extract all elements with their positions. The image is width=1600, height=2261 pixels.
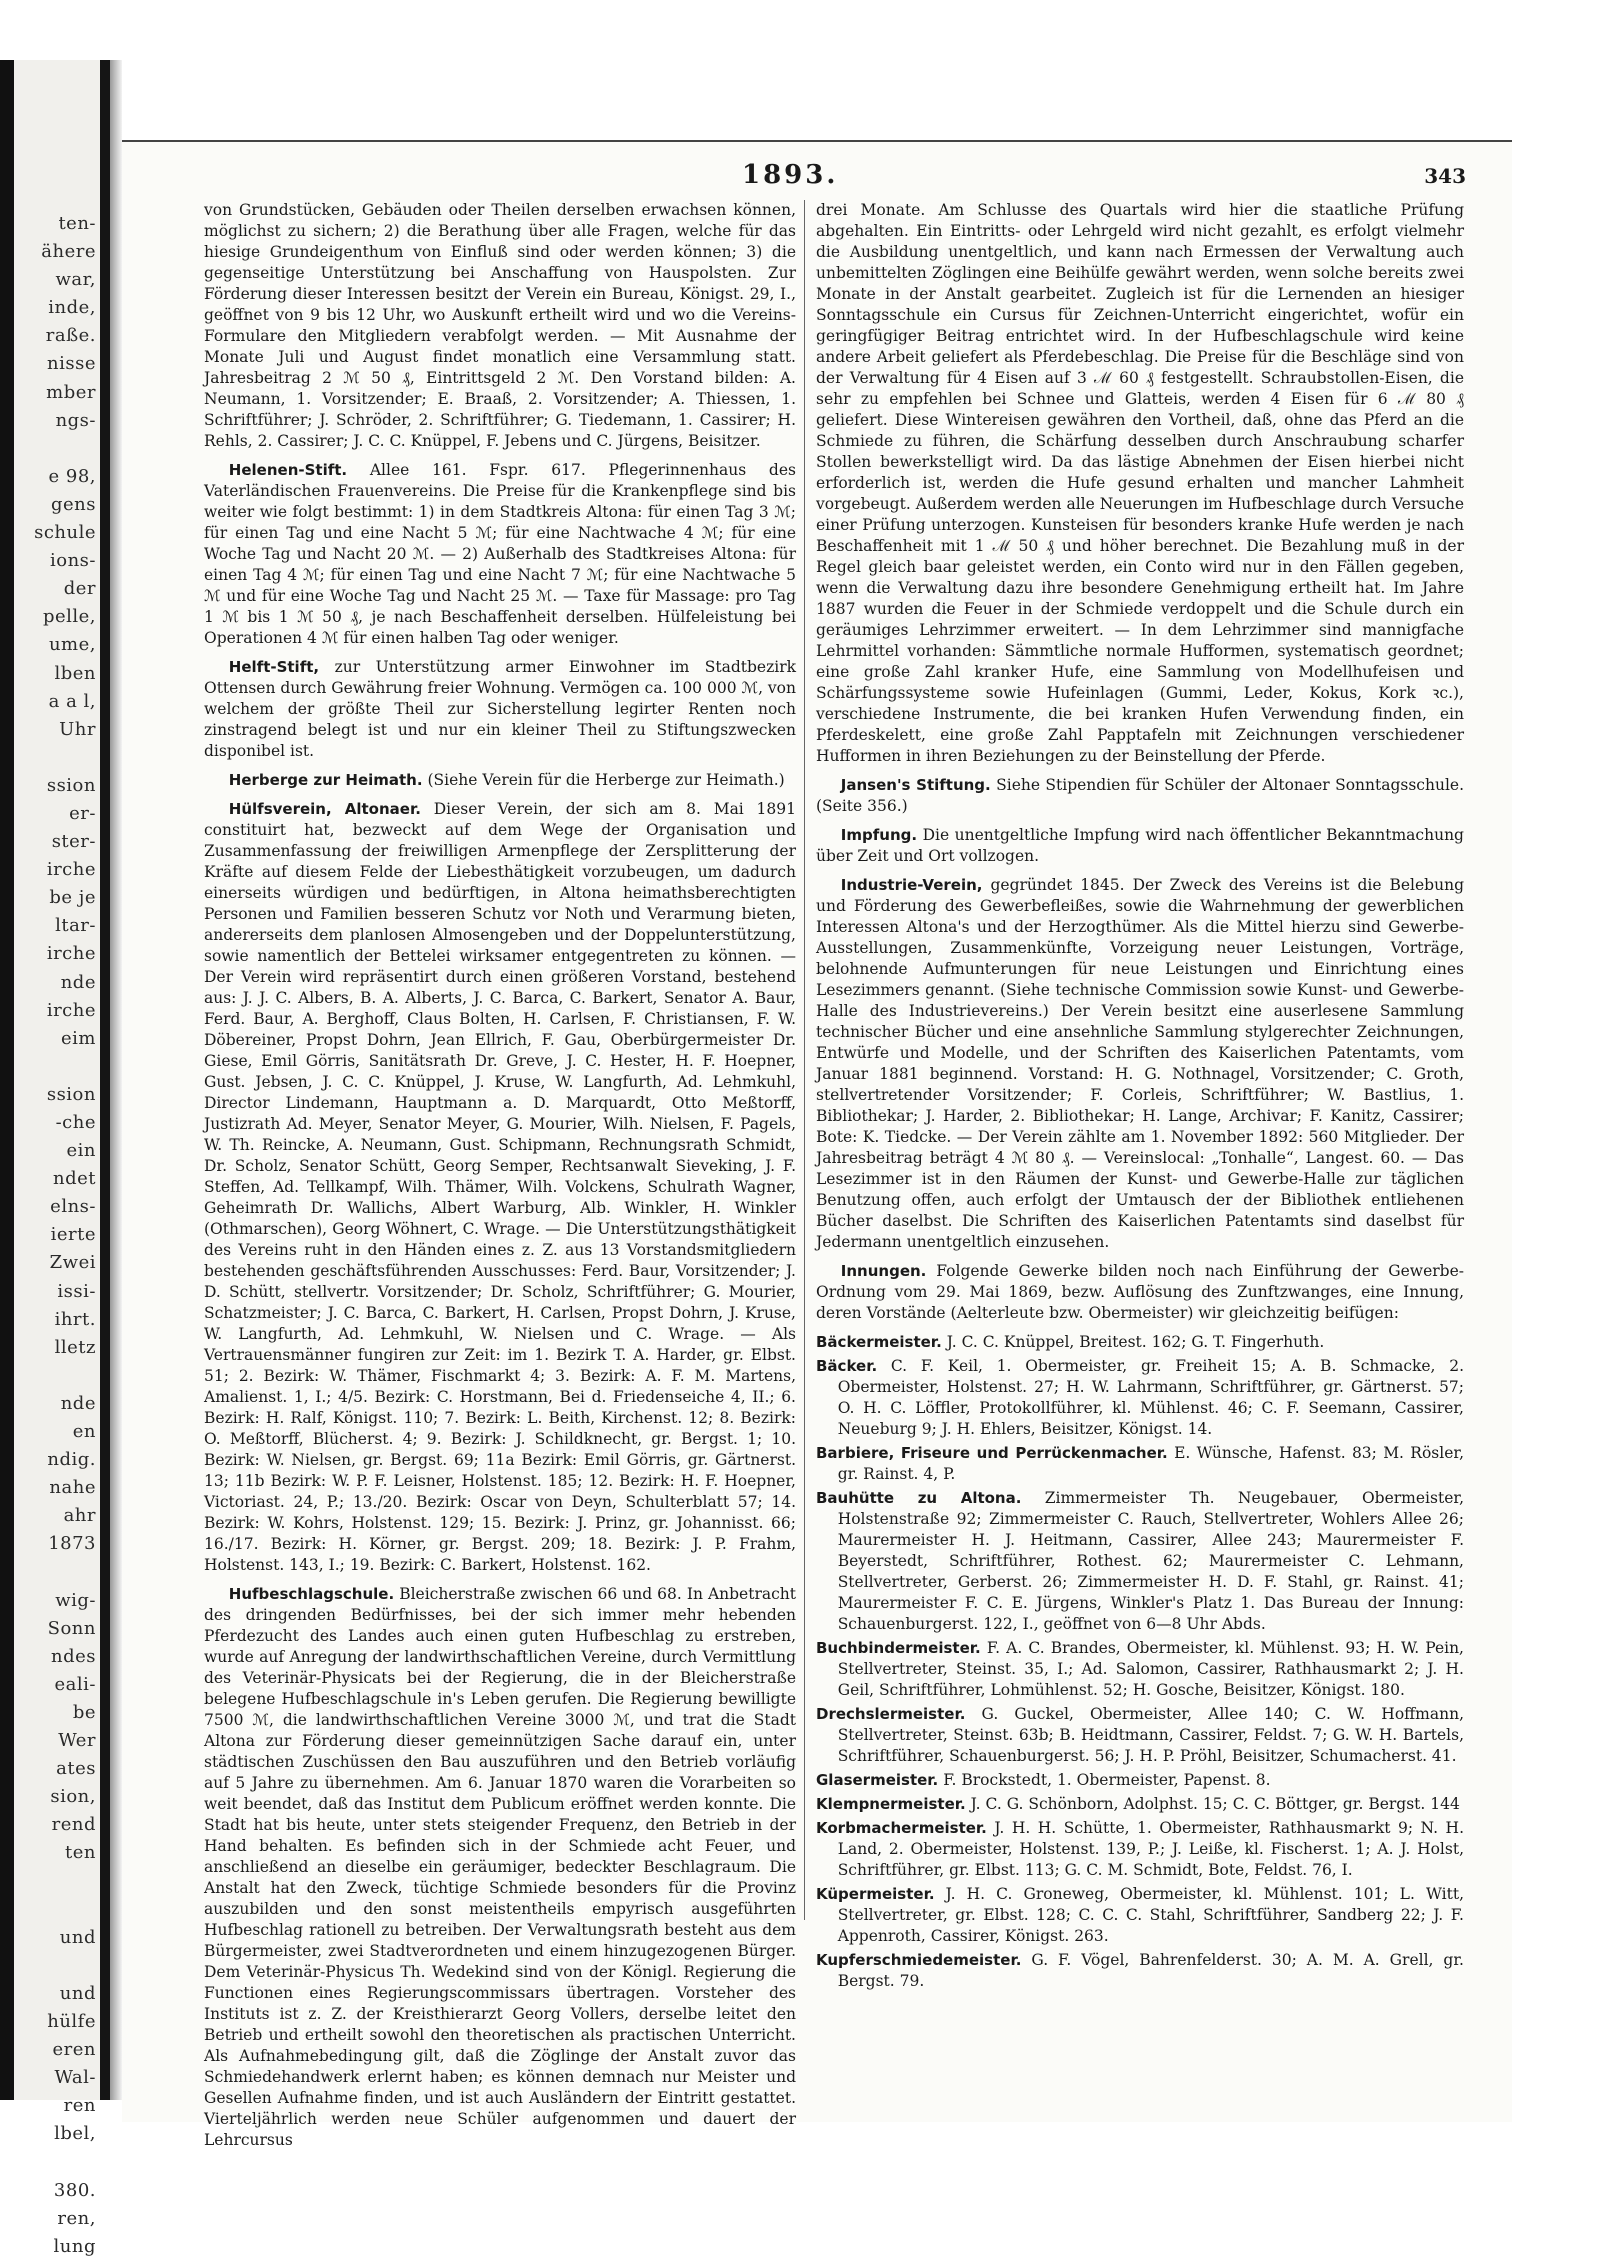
- previous-page-fragment: nde: [60, 1392, 96, 1414]
- previous-page-fragment: 1873: [48, 1533, 96, 1555]
- previous-page-fragment: Wal-: [54, 2067, 96, 2089]
- previous-page-fragment: und: [59, 1982, 96, 2004]
- previous-page-fragment: irche: [46, 999, 96, 1021]
- previous-page-fragment: [14, 1868, 96, 1896]
- previous-page-fragment: Uhr: [59, 718, 96, 740]
- previous-page-fragment: [14, 1896, 96, 1924]
- previous-page-fragment: be: [72, 1701, 96, 1723]
- entry-heading: Jansen's Stiftung.: [840, 776, 991, 794]
- previous-page-fragment: eali-: [54, 1673, 96, 1695]
- entry-heading: Innungen.: [840, 1262, 927, 1280]
- entry-text: zur Unterstützung armer Einwohner im Stadtbezirk Ottensen durch Gewährung freier Wohnung. Vermögen ca. 100 000 ℳ, von welchem der größte Theil zur Sicherstellung legirter Renten noch zinstragend belegt ist und nur ein kleiner Theil zu Stiftungszwecken disponibel ist.: [204, 658, 796, 760]
- entry-text: C. F. Keil, 1. Obermeister, gr. Freiheit 15; A. B. Schmacke, 2. Obermeister, Holstenst. 27; H. W. Lahrmann, Schriftführer, gr. Gärtnerst. 57; O. H. C. Löffler, Protokollführer, kl. Mühlenst. 46; C. F. Seemann, Cassirer, Neueburg 9; J. H. Ehlers, Beisitzer, Königst. 14.: [837, 1357, 1464, 1438]
- previous-page-fragment: ahr: [63, 1505, 96, 1527]
- previous-page-fragment: ierte: [50, 1224, 96, 1246]
- entry-heading: Korbmachermeister.: [816, 1819, 987, 1837]
- previous-page-fragment: mber: [46, 381, 96, 403]
- entry-text: Folgende Gewerke bilden noch nach Einführung der Gewerbe-Ordnung vom 29. Mai 1869, bezw. Auflösung des Zunftzwanges, eine Innung, deren Vorstände (Aelterleute bzw. Obermeister) wir gleichzeitig beifügen:: [816, 1262, 1464, 1322]
- entry-text: G. F. Vögel, Bahrenfelderst. 30; A. M. A. Grell, gr. Bergst. 79.: [837, 1951, 1464, 1990]
- entry-text: gegründet 1845. Der Zweck des Vereins ist die Belebung und Förderung des Gewerbefleißes, sowie die Wahrnehmung der gewerblichen Interessen Altona's und der Herzogthümer. Als die Mittel hierzu sind Gewerbe-Ausstellungen, Zusammenkünfte, Vorzeigung neuer Leistungen, Vorträge, belohnende Aufmunterungen für neue Leistungen und Einrichtung eines Lesezimmers genannt. (Siehe technische Commission sowie Kunst- und Gewerbe-Halle des Industrievereins.) Der Verein besitzt eine auserlesene Sammlung technischer Bücher und eine ansehnliche Sammlung stylgerechter Zeichnungen, Entwürfe und Modelle, und der Schriften des Kaiserlichen Patentamts, vom Januar 1881 beginnend. Vorstand: H. G. Nothnagel, Vorsitzender; C. Groth, stellvertretender Vorsitzender; F. Corleis, Schriftführer; W. Bastlius, 1. Bibliothekar; J. Harder, 2. Bibliothekar; H. Lange, Archivar; F. Kanitz, Cassirer; Bote: K. Tiedcke. — Der Verein zählte am 1. November 1892: 560 Mitglieder. Der Jahresbeitrag beträgt 4 ℳ 80 ₰. — Vereinslocal: „Tonhalle“, Langest. 60. — Das Lesezimmer ist in den Räumen der Kunst- und Gewerbe-Halle zur täglichen Benutzung offen, auch erfolgt der Umtausch der der Bibliothek entliehenen Bücher daselbst. Die Schriften des Kaiserlichen Patentamts sind daselbst für Jedermann unentgeltlich einzusehen.: [816, 876, 1464, 1251]
- entry: [204, 200, 796, 452]
- entry: [204, 770, 796, 791]
- entry-text: J. H. H. Schütte, 1. Obermeister, Rathhausmarkt 9; N. H. Land, 2. Obermeister, Holstenst. 139, P.; J. Leiße, kl. Fischerst. 1; A. J. Holst, Schriftführer, gr. Elbst. 113; G. C. M. Schmidt, Bote, Feldst. 76, I.: [837, 1819, 1464, 1879]
- entry: [816, 1950, 1464, 1992]
- previous-page-fragment: ten-: [58, 213, 96, 234]
- previous-page-fragment: ren: [63, 2095, 96, 2117]
- entry-heading: Küpermeister.: [816, 1885, 935, 1903]
- previous-page-fragment: inde,: [48, 297, 96, 319]
- right-column: [816, 200, 1464, 1995]
- entry-text: Dieser Verein, der sich am 8. Mai 1891 constituirt hat, bezweckt auf dem Wege der Organisation und Zusammenfassung der freiwilligen Armenpflege der Zersplitterung der Kräfte auf diesem Felde der Liebesthätigkeit vorzubeugen, um dadurch einerseits würdigen und bedürftigen, in Altona heimathsberechtigten Personen und Familien besseren Schutz vor Noth und Verarmung bieten, andererseits dem planlosen Almosengeben und der Doppelunterstützung, sowie namentlich der Bettelei wirksamer entgegentreten zu können. — Der Verein wird repräsentirt durch einen größeren Vorstand, bestehend aus: J. J. C. Albers, B. A. Alberts, J. C. Barca, C. Barkert, Senator A. Baur, Ferd. Baur, A. Berghoff, Claus Bolten, H. Carlsen, F. Christiansen, F. W. Döbereiner, Propst Dohrn, Jean Ellrich, F. Gau, Oberbürgermeister Dr. Giese, Emil Görris, Sanitätsrath Dr. Greve, J. C. Hester, H. F. Hoepner, Gust. Jebsen, J. C. C. Knüppel, J. Kruse, W. Langfurth, Ad. Lehmkuhl, Director Lindemann, Hauptmann a. D. Marquardt, Otto Meßtorff, Justizrath Ad. Meyer, Senator Meyer, G. Mourier, Wilh. Nielsen, F. Pagels, W. Th. Reincke, A. Neumann, Gust. Schipmann, Rechnungsrath Schmidt, Dr. Scholz, Senator Schütt, Georg Semper, Rechtsanwalt Sieveking, J. F. Steffen, Ad. Tellkampf, Wilh. Thämer, Wilh. Volckens, Schulrath Wagner, Geheimrath Dr. Wallichs, Albert Warburg, Alb. Winkler, H. Winkler (Othmarschen), Georg Wöhnert, C. Wrage. — Die Unterstützungsthätigkeit des Vereins ruht in den Händen eines z. Z. aus 13 Vorstandsmitgliedern bestehenden geschäftsführenden Ausschusses: Ferd. Baur, Vorsitzender; J. D. Schütt, stellvertr. Vorsitzender; Dr. Scholz, Schriftführer; G. Mourier, Schatzmeister; J. C. Barca, C. Barkert, H. Carlsen, Propst Dohrn, J. Kruse, W. Langfurth, Ad. Lehmkuhl, W. Nielsen und C. Wrage. — Als Vertrauensmänner fungiren zur Zeit: im 1. Bezirk T. A. Harder, gr. Elbst. 51; 2. Bezirk: W. Thämer, Fischmarkt 4; 3. Bezirk: A. F. M. Martens, Amalienst. 1, I.; 4/5. Bezirk: C. Horstmann, Bei d. Friedenseiche 4, II.; 6. Bezirk: H. Ralf, Königst. 110; 7. Bezirk: L. Beith, Kirchenst. 12; 8. Bezirk: O. Meßtorff, Blücherst. 4; 9. Bezirk: J. Schildknecht, gr. Bergst. 1; 10. Bezirk: W. Nielsen, gr. Bergst. 69; 11a Bezirk: Emil Görris, gr. Gärtnerst. 13; 11b Bezirk: W. P. F. Leisner, Holstenst. 185; 12. Bezirk: H. F. Hoepner, Victoriast. 24, P.; 13./20. Bezirk: Oscar von Deyn, Schulterblatt 57; 14. Bezirk: W. Kohrs, Holstenst. 129; 15. Bezirk: J. Prinz, gr. Johannisst. 66; 16./17. Bezirk: H. Körner, gr. Bergst. 209; 18. Bezirk: J. P. Frahm, Holstenst. 143, I.; 19. Bezirk: C. Barkert, Holstenst. 162.: [204, 800, 796, 1574]
- previous-page-fragment: lletz: [54, 1336, 96, 1358]
- previous-page-fragment: [14, 435, 96, 463]
- page-number: 343: [1424, 164, 1466, 188]
- entry: [816, 1794, 1464, 1815]
- page-year: 1893.: [742, 160, 839, 190]
- previous-page-fragment: ndet: [52, 1168, 96, 1190]
- entry-text: J. C. G. Schönborn, Adolphst. 15; C. C. Böttger, gr. Bergst. 144: [970, 1795, 1460, 1813]
- entry: [204, 1584, 796, 2151]
- previous-page-fragment: ssion: [46, 774, 96, 796]
- previous-page-fragment: ume,: [48, 634, 96, 656]
- entry: [816, 1638, 1464, 1701]
- previous-page-fragment: irche: [46, 859, 96, 881]
- entry: [816, 1818, 1464, 1881]
- previous-page-fragment: ngs-: [55, 409, 96, 431]
- previous-page-fragment: ions-: [49, 550, 96, 572]
- previous-page-fragment: ndes: [50, 1645, 96, 1667]
- entry: [204, 460, 796, 649]
- left-column: [204, 200, 796, 2159]
- previous-page-fragment: er-: [69, 802, 96, 824]
- previous-page-fragment: [14, 1362, 96, 1390]
- entry-heading: Klempnermeister.: [816, 1795, 966, 1813]
- entry-text: Bleicherstraße zwischen 66 und 68. In Anbetracht des dringenden Bedürfnisses, bei der sich immer mehr hebenden Pferdezucht des Landes auch einen guten Hufbeschlag zu erstreben, wurde auf Anregung der landwirthschaftlichen Vereine, durch Vermittlung des Veterinär-Physicats bei der Regierung, die in der Bleicherstraße belegene Hufbeschlagschule in's Leben gerufen. Die Regierung bewilligte 7500 ℳ, die landwirthschaftlichen Vereine 3000 ℳ, und trat die Stadt Altona zur Förderung dieser gemeinnützigen Sache darauf ein, unter städtischen Zuschüssen den Bau auszuführen und den Betrieb vorläufig auf 5 Jahre zu übernehmen. Am 6. Januar 1870 waren die Vorarbeiten so weit beendet, daß das Institut dem Publicum eröffnet werden konnte. Die Stadt hat bis heute, unter stets steigender Frequenz, den Betrieb in der Hand behalten. Es befinden sich in der Schmiede acht Feuer, und anschließend an dieselbe ein geräumiger, bedeckter Beschlagraum. Die Anstalt hat den Zweck, tüchtige Schmiede besonders für die Provinz auszubilden und den sonst meistentheils empyrisch ausgeführten Hufbeschlag rationell zu betreiben. Der Verwaltungsrath besteht aus dem Bürgermeister, zwei Stadtverordneten und einem hinzugezogenen Bürger. Dem Veterinär-Physicus Th. Wedekind sind von der Königl. Regierung die Functionen eines Regierungscommissars übertragen. Vorsteher des Instituts ist z. Z. der Kreisthierarzt Georg Vollers, derselbe leitet den Betrieb und ertheilt sowohl den theoretischen als practischen Unterricht. Als Aufnahmebedingung gilt, daß die Zöglinge der Anstalt zuvor das Schmiedehandwerk erlernt haben; es können demnach nur Meister und Gesellen Aufnahme finden, und ist auch Ausländern der Eintritt gestattet. Vierteljährlich werden neue Schüler aufgenommen und dauert der Lehrcursus: [204, 1585, 796, 2149]
- entry-heading: Hülfsverein, Altonaer.: [228, 800, 421, 818]
- previous-page-fragment: lben: [54, 662, 96, 684]
- previous-page-fragment: ten: [65, 1842, 96, 1864]
- entry-heading: Herberge zur Heimath.: [228, 771, 423, 789]
- previous-page-fragment: a a l,: [48, 690, 96, 712]
- previous-page-fragment: ein: [66, 1140, 96, 1162]
- entry-heading: Drechslermeister.: [816, 1705, 966, 1723]
- entry-text: Zimmermeister Th. Neugebauer, Obermeister, Holstenstraße 92; Zimmermeister C. Rauch, Stellvertreter, Wohlers Allee 26; Maurermeister H. J. Heitmann, Cassirer, Allee 243; Maurermeister F. Beyerstedt, Schriftführer, Rothest. 62; Maurermeister C. Lehmann, Stellvertreter, Gerberst. 26; Zimmermeister H. D. F. Stahl, gr. Rainst. 41; Maurermeister F. C. E. Jürgens, Winkler's Platz 1. Das Bureau der Innung: Schauenburgerst. 122, I., geöffnet von 6—8 Uhr Abds.: [837, 1489, 1464, 1633]
- previous-page-fragment: [14, 1053, 96, 1081]
- previous-page-fragment: und: [59, 1926, 96, 1948]
- previous-page-fragment: der: [63, 578, 96, 600]
- entry: [816, 1884, 1464, 1947]
- entry-heading: Barbiere, Friseure und Perrückenmacher.: [816, 1444, 1168, 1462]
- entry: [816, 775, 1464, 817]
- previous-page-fragment: ndig.: [47, 1449, 96, 1471]
- entry-text: drei Monate. Am Schlusse des Quartals wird hier die staatliche Prüfung abgehalten. Ein Eintritts- oder Lehrgeld wird nicht gezahlt, es erfolgt vielmehr die Ausbildung unentgeltlich, und kann nach Ermessen der Verwaltung auch unbemittelten Zöglingen eine Beihülfe gewährt werden, wenn solche bereits zwei Monate in der Anstalt gearbeitet. Zugleich ist für die Lernenden an hiesiger Sonntagsschule ein Cursus für Zeichnen-Unterricht eingerichtet, wofür ein geringfügiger Beitrag entrichtet wird. In der Hufbeschlagschule wird keine andere Arbeit geliefert als Pferdebeschlag. Die Preise für die Beschläge sind von der Verwaltung für 4 Eisen auf 3 ℳ 60 ₰ festgestellt. Schraubstollen-Eisen, die sehr zu empfehlen bei Schnee und Glatteis, werden 4 Eisen für 6 ℳ 80 ₰ geliefert. Diese Wintereisen gewähren den Vortheil, daß, ohne das Pferd an die Schmiede zu führen, die Schärfung desselben durch Anschraubung scharfer Stollen bewerkstelligt wird. Da das lästige Abnehmen der Eisen hierbei nicht erforderlich ist, werden die Hufe gesund erhalten und mancher Lahmheit vorgebeugt. Außerdem werden alle Neuerungen im Hufbeschlage durch Versuche einer Prüfung unterzogen. Kunsteisen für besonders kranke Hufe werden je nach Beschaffenheit mit 1 ℳ 50 ₰ und höher berechnet. Die Bezahlung muß in der Regel gleich baar geleistet werden, ein Conto wird nur in den Fällen gegeben, wenn die Verwaltung dazu ihre besondere Genehmigung ertheilt hat. Im Jahre 1887 wurden die Feuer in der Schmiede verdoppelt und die Schule durch ein geräumiges Lehrzimmer erweitert. — In dem Lehrzimmer sind mannigfache Lehrmittel vorhanden: Sämmtliche normale Hufformen, systematisch geordnet; eine große Zahl kranker Hufe, eine Sammlung von Modellhufeisen und Schärfungssysteme sowie Hufeinlagen (Gummi, Leder, Kokus, Kork ꝛc.), verschiedene Instrumente, die bei kranken Hufen Verwendung finden, ein Pferdeskelett, eine große Zahl Papptafeln mit Zeichnungen verschiedener Hufformen in ihren Beziehungen zu der Beinstellung der Pferde.: [816, 201, 1464, 765]
- entry-heading: Glasermeister.: [816, 1771, 939, 1789]
- entry-text: Allee 161. Fspr. 617. Pflegerinnenhaus des Vaterländischen Frauenvereins. Die Preise für die Krankenpflege sind bis weiter wie folgt bestimmt: 1) in dem Stadtkreis Altona: für einen Tag 3 ℳ; für einen Tag und eine Nacht 5 ℳ; für eine Nachtwache 4 ℳ; für eine Woche Tag und Nacht 20 ℳ. — 2) Außerhalb des Stadtkreises Altona: für einen Tag 4 ℳ; für einen Tag und eine Nacht 7 ℳ; für eine Nachtwache 5 ℳ und für eine Woche Tag und Nacht 25 ℳ. — Taxe für Massage: pro Tag 1 ℳ bis 1 ℳ 50 ₰, je nach Beschaffenheit derselben. Hülfeleistung bei Operationen 4 ℳ für einen halben Tag oder weniger.: [204, 461, 796, 647]
- guild-list: [816, 1332, 1464, 1992]
- previous-page-fragment: rend: [51, 1814, 96, 1836]
- entry-heading: Buchbindermeister.: [816, 1639, 981, 1657]
- entry: [204, 799, 796, 1576]
- previous-page-fragment: eren: [52, 2039, 96, 2061]
- entry-heading: Industrie-Verein,: [840, 876, 983, 894]
- previous-page-fragment: [14, 2148, 96, 2176]
- entry-text: F. A. C. Brandes, Obermeister, kl. Mühlenst. 93; H. W. Pein, Stellvertreter, Steinst. 35, I.; Ad. Salomon, Cassirer, Rathhausmarkt 2; J. H. Geil, Schriftführer, Lohmühlenst. 52; H. Gosche, Beisitzer, Königst. 180.: [837, 1639, 1464, 1699]
- previous-page-fragment: e 98,: [48, 465, 96, 487]
- entry-heading: Helft-Stift,: [228, 658, 320, 676]
- previous-page-fragment: war,: [55, 269, 96, 291]
- entry: [816, 1332, 1464, 1353]
- entry-text: von Grundstücken, Gebäuden oder Theilen derselben erwachsen können, möglichst zu sichern; 2) die Berathung über alle Fragen, welche für das hiesige Grundeigenthum von Einfluß sind oder werden können; 3) die gegenseitige Unterstützung bei Anschaffung von Hauspolsten. Zur Förderung dieser Interessen besitzt der Verein ein Bureau, Königst. 29, I., geöffnet von 9 bis 12 Uhr, wo Auskunft ertheilt wird und wo die Vereins-Formulare den Mitgliedern verabfolgt werden. — Mit Ausnahme der Monate Juli und August findet monatlich eine Versammlung statt. Jahresbeitrag 2 ℳ 50 ₰, Eintrittsgeld 2 ℳ. Den Vorstand bilden: A. Neumann, 1. Vorsitzender; E. Braaß, 2. Vorsitzender; A. Thiessen, 1. Schriftführer; J. Schröder, 2. Schriftführer; G. Tiedemann, 1. Cassirer; H. Rehls, 2. Cassirer; J. C. C. Knüppel, F. Jebens und C. Jürgens, Beisitzer.: [204, 201, 796, 450]
- previous-page-fragment: wig-: [55, 1589, 96, 1611]
- previous-page-fragment: ihrt.: [54, 1308, 96, 1330]
- previous-page-fragment: lbel,: [54, 2123, 96, 2145]
- previous-page-fragment: raße.: [45, 325, 96, 347]
- previous-page-fragment: pelle,: [42, 606, 96, 628]
- entry: [816, 1704, 1464, 1767]
- entry: [816, 1261, 1464, 1324]
- entry-text: F. Brockstedt, 1. Obermeister, Papenst. 8.: [943, 1771, 1271, 1789]
- previous-page-fragment: [14, 744, 96, 772]
- previous-page-fragment: nisse: [47, 353, 96, 375]
- previous-page-fragment: ltar-: [55, 915, 96, 937]
- column-divider: [804, 200, 805, 1920]
- previous-page-fragment: hülfe: [47, 2011, 96, 2032]
- previous-page-fragment: Wer: [58, 1730, 96, 1752]
- entry-text: J. H. C. Groneweg, Obermeister, kl. Mühlenst. 101; L. Witt, Stellvertreter, gr. Elbst. 128; C. C. C. Stahl, Schriftführer, Sandberg 22; J. F. Appenroth, Cassirer, Königst. 263.: [837, 1885, 1464, 1945]
- previous-page-fragment: be je: [49, 887, 96, 909]
- previous-page-fragment: Zwei: [49, 1252, 96, 1274]
- previous-page-fragment: eim: [61, 1027, 96, 1049]
- previous-page-fragment: ster-: [51, 831, 96, 853]
- entry-heading: Kupferschmiedemeister.: [816, 1951, 1022, 1969]
- entry-text: G. Guckel, Obermeister, Allee 140; C. W. Hoffmann, Stellvertreter, Steinst. 63b; B. Heidtmann, Cassirer, Feldst. 7; G. W. H. Bartels, Schriftführer, Schauenburgerst. 56; J. H. P. Pröhl, Beisitzer, Schumacherst. 41.: [837, 1705, 1464, 1765]
- scan-edge-left: [0, 60, 14, 2100]
- entry: [816, 1443, 1464, 1485]
- page-header: [122, 160, 1512, 190]
- entry-text: J. C. C. Knüppel, Breitest. 162; G. T. Fingerhuth.: [946, 1333, 1325, 1351]
- previous-page-fragment: issi-: [57, 1280, 96, 1302]
- entry: [204, 657, 796, 762]
- entry-heading: Bäckermeister.: [816, 1333, 942, 1351]
- entry-text: Die unentgeltliche Impfung wird nach öffentlicher Bekanntmachung über Zeit und Ort vollzogen.: [816, 826, 1464, 865]
- previous-page-fragment: lung: [53, 2235, 96, 2257]
- previous-page-line-endings: [14, 60, 100, 2261]
- right-column-entries: [816, 200, 1464, 1324]
- previous-page-margin: [14, 60, 100, 2257]
- previous-page-fragment: [14, 1952, 96, 1980]
- entry-heading: Bauhütte zu Altona.: [816, 1489, 1022, 1507]
- previous-page-fragment: nahe: [49, 1477, 96, 1499]
- book-page: [122, 140, 1512, 2149]
- previous-page-fragment: ähere: [41, 241, 96, 263]
- previous-page-fragment: 380.: [53, 2179, 96, 2201]
- entry-heading: Hufbeschlagschule.: [228, 1585, 395, 1603]
- previous-page-fragment: [14, 1559, 96, 1587]
- previous-page-fragment: schule: [34, 522, 96, 544]
- previous-page-fragment: ren,: [57, 2207, 96, 2229]
- previous-page-fragment: ssion: [46, 1083, 96, 1105]
- entry-heading: Impfung.: [840, 826, 918, 844]
- previous-page-fragment: nde: [60, 971, 96, 993]
- entry-heading: Helenen-Stift.: [228, 461, 348, 479]
- previous-page-fragment: gens: [50, 493, 96, 515]
- previous-page-fragment: sion,: [50, 1786, 96, 1808]
- entry: [816, 1356, 1464, 1440]
- entry-text: E. Wünsche, Hafenst. 83; M. Rösler, gr. Rainst. 4, P.: [837, 1444, 1465, 1483]
- previous-page-fragment: en: [72, 1421, 96, 1443]
- previous-page-fragment: irche: [46, 943, 96, 965]
- entry: [816, 825, 1464, 867]
- entry-text: (Siehe Verein für die Herberge zur Heimath.): [427, 771, 785, 789]
- entry: [816, 200, 1464, 767]
- entry: [816, 1770, 1464, 1791]
- previous-page-fragment: ates: [56, 1758, 96, 1780]
- previous-page-fragment: Sonn: [47, 1617, 96, 1639]
- gutter-shadow: [110, 60, 122, 2100]
- previous-page-fragment: elns-: [50, 1196, 96, 1218]
- book-gutter: [100, 60, 110, 2100]
- entry: [816, 1488, 1464, 1635]
- previous-page-fragment: -che: [55, 1112, 96, 1133]
- entry-text: Siehe Stipendien für Schüler der Altonaer Sonntagsschule. (Seite 356.): [816, 776, 1464, 815]
- entry-heading: Bäcker.: [816, 1357, 878, 1375]
- entry: [816, 875, 1464, 1253]
